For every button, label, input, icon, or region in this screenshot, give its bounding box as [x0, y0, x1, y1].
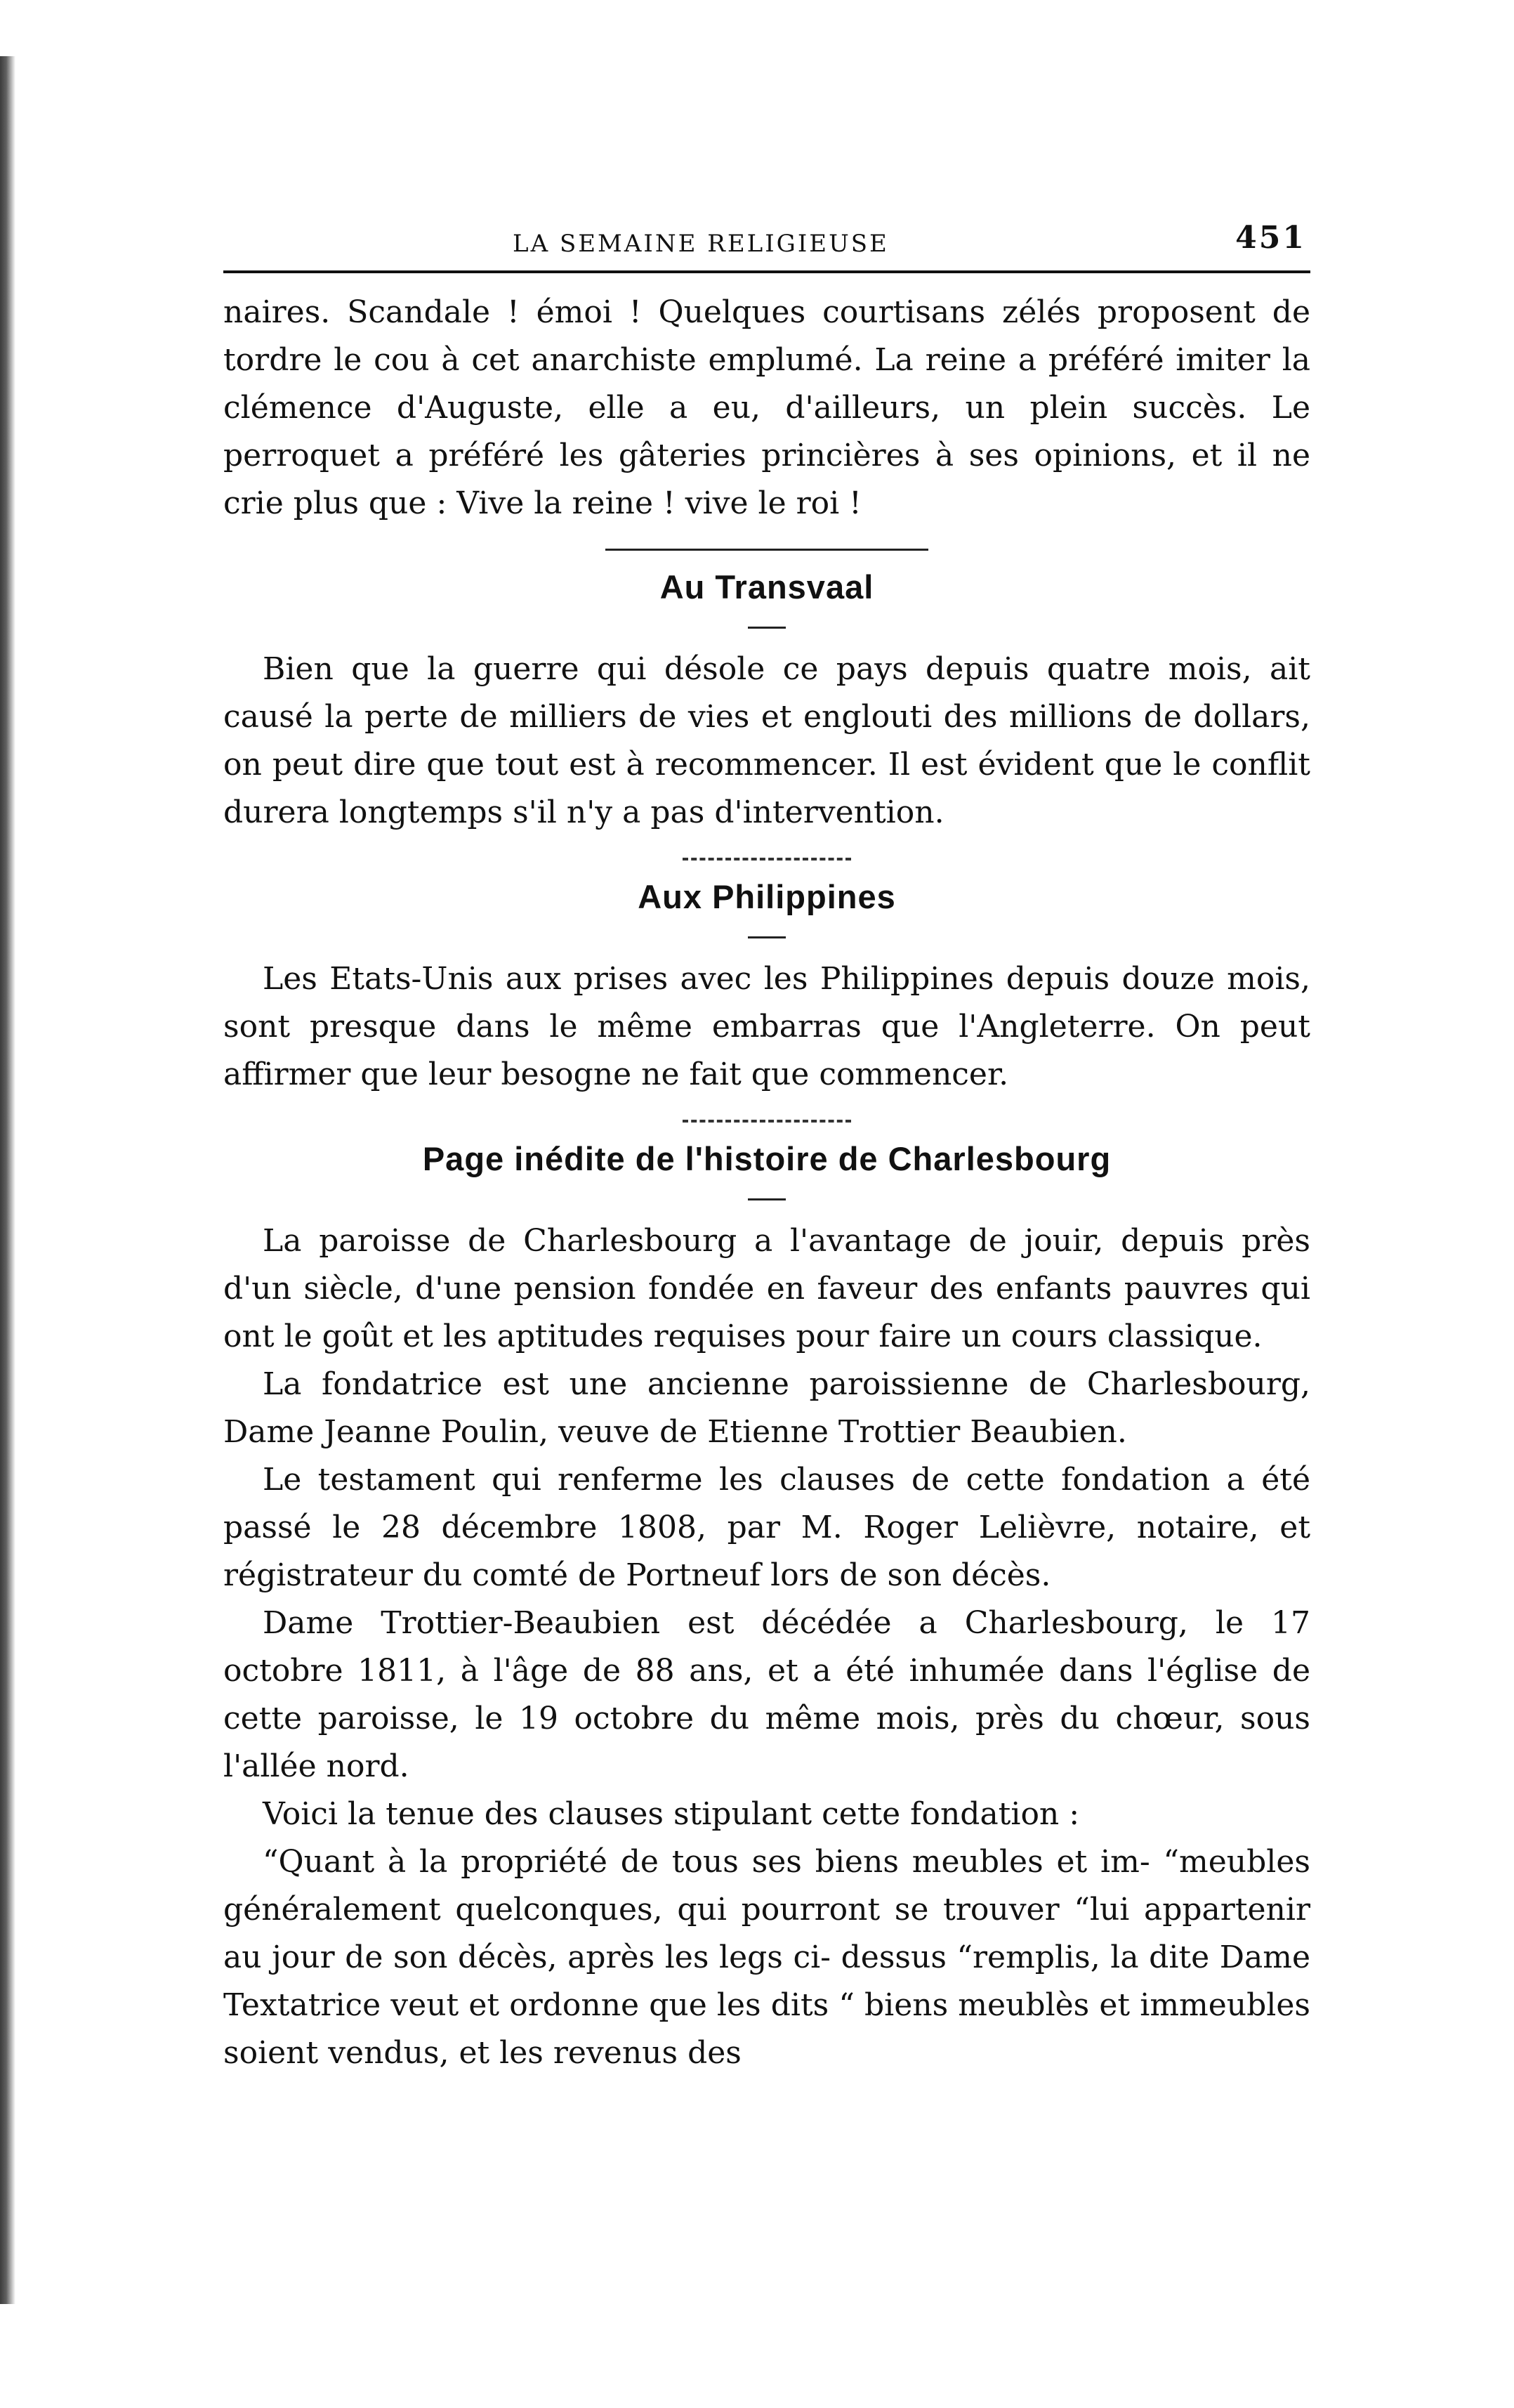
running-header — [223, 214, 1310, 273]
paragraph-charlesbourg-4: Dame Trottier-Beaubien est décédée a Charlesbourg, le 17 octobre 1811, à l'âge de 88 ans, et a été inhumée dans l'église de cette paroisse, le 19 octobre du même mois, près du chœur, sous l'allée nord. — [223, 1605, 1310, 1784]
section-heading-transvaal: Au Transvaal — [659, 568, 874, 606]
section-divider — [683, 858, 851, 861]
section-heading-philippines: Aux Philippines — [638, 878, 896, 915]
heading-dash — [748, 936, 786, 938]
heading-dash — [748, 1198, 786, 1200]
paragraph-transvaal: Bien que la guerre qui désole ce pays depuis quatre mois, ait causé la perte de milliers de vies et englouti des millions de dollars, on peut dire que tout est à recommencer. Il est évident que le conflit durera longtemps s'il n'y a pas d'intervention. — [223, 651, 1310, 830]
page-number: 451 — [1235, 220, 1306, 256]
heading-dash — [748, 627, 786, 629]
intro-paragraph: naires. Scandale ! émoi ! Quelques courtisans zélés proposent de tordre le cou à cet anarchiste emplumé. La reine a préféré imiter la clémence d'Auguste, elle a eu, d'ailleurs, un plein succès. Le perroquet a préféré les gâteries princières à ses opinions, et il ne crie plus que : Vive la reine ! vive le roi ! — [223, 294, 1310, 521]
paragraph-philippines: Les Etats-Unis aux prises avec les Philippines depuis douze mois, sont presque dans le même embarras que l'Angleterre. On peut affirmer que leur besogne ne fait que commencer. — [223, 961, 1310, 1092]
paragraph-charlesbourg-1: La paroisse de Charlesbourg a l'avantage de jouir, depuis près d'un siècle, d'une pension fondée en faveur des enfants pauvres qui ont le goût et les aptitudes requises pour faire un cours classique. — [223, 1223, 1310, 1354]
paragraph-charlesbourg-3: Le testament qui renferme les clauses de cette fondation a été passé le 28 décembre 1808, par M. Roger Lelièvre, notaire, et régistrateur du comté de Portneuf lors de son décès. — [223, 1462, 1310, 1593]
section-divider — [605, 549, 928, 551]
paragraph-charlesbourg-5: Voici la tenue des clauses stipulant cette fondation : — [263, 1796, 1080, 1832]
journal-title: LA SEMAINE RELIGIEUSE — [513, 230, 889, 258]
document-page — [223, 214, 1310, 2077]
paragraph-charlesbourg-2: La fondatrice est une ancienne paroissienne de Charlesbourg, Dame Jeanne Poulin, veuve de Etienne Trottier Beaubien. — [223, 1366, 1310, 1450]
section-divider — [683, 1120, 851, 1123]
paragraph-testament-quote: “Quant à la propriété de tous ses biens meubles et im- “meubles généralement quelconques, qui pourront se trouver “lui appartenir au jour de son décès, après les legs ci- dessus “remplis, la dite Dame Textatrice veut et ordonne que les dits “ biens meublès et immeubles soient vendus, et les revenus des — [223, 1844, 1310, 2071]
scan-binding-edge — [0, 56, 15, 2304]
section-heading-charlesbourg: Page inédite de l'histoire de Charlesbourg — [422, 1140, 1112, 1177]
